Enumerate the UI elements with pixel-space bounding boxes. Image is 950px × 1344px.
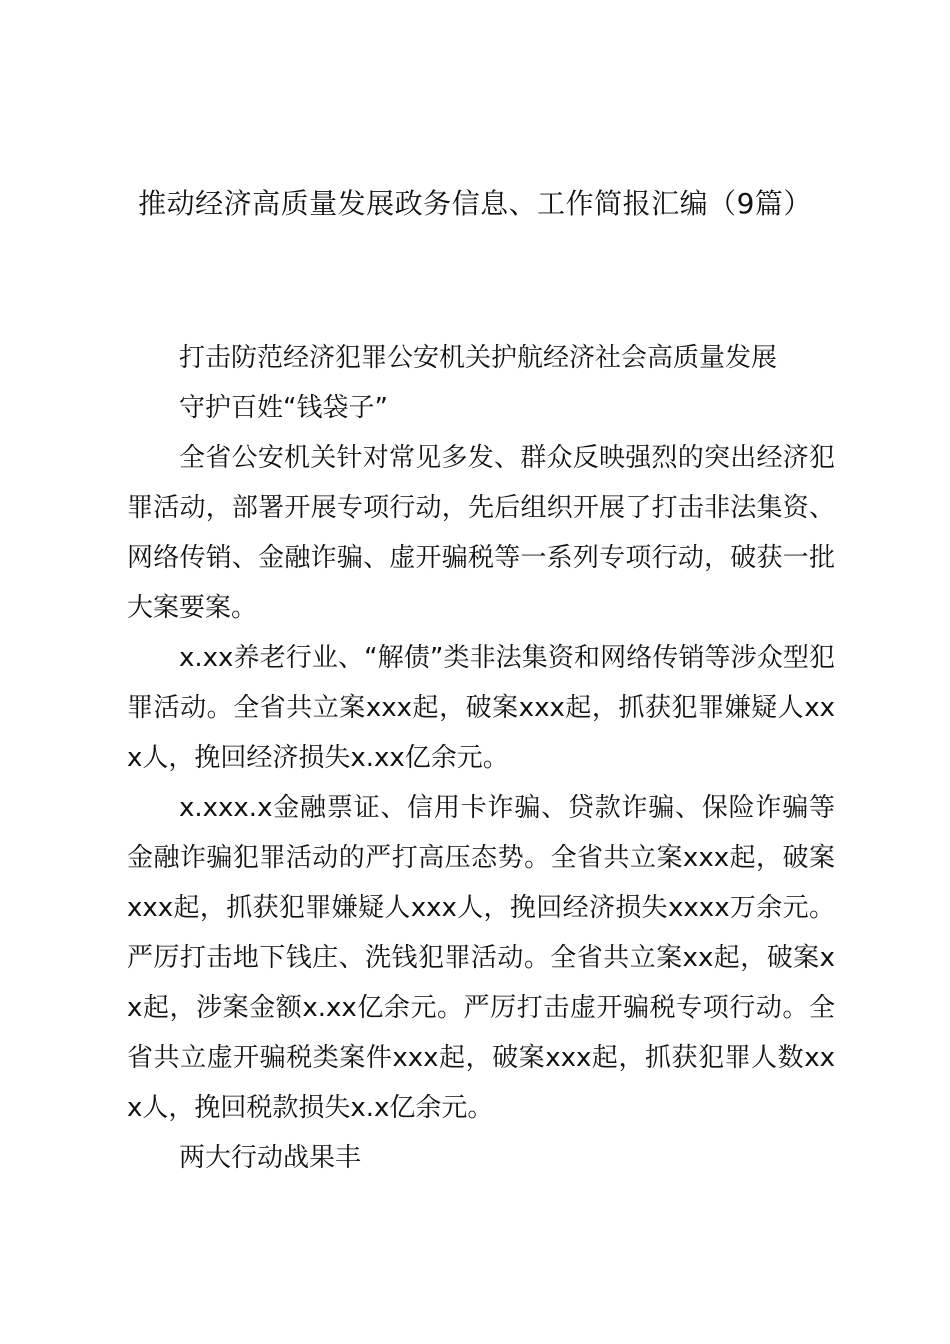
article-title: 打击防范经济犯罪公安机关护航经济社会高质量发展: [179, 343, 778, 373]
paragraph-financial-fraud: x.xxx.x金融票证、信用卡诈骗、贷款诈骗、保险诈骗等金融诈骗犯罪活动的严打高压态势。全省共立案xxx起，破案xxx起，抓获犯罪嫌疑人xxx人，挽回经济损失xxxx万余元。严厉打击地下钱庄、洗钱犯罪活动。全省共立案xx起，破案xx起，涉案金额x.xx亿余元。严厉打击虚开骗税专项行动。全省共立虚开骗税类案件xxx起，破案xxx起，抓获犯罪人数xxx人，挽回税款损失x.x亿余元。: [127, 793, 835, 1123]
paragraph-intro: 全省公安机关针对常见多发、群众反映强烈的突出经济犯罪活动，部署开展专项行动，先后组织开展了打击非法集资、网络传销、金融诈骗、虚开骗税等一系列专项行动，破获一批大案要案。: [127, 443, 835, 623]
section-heading: 两大行动战果丰: [179, 1143, 362, 1173]
article-subtitle: 守护百姓“钱袋子”: [179, 393, 388, 423]
document-title: 推动经济高质量发展政务信息、工作简报汇编（9篇）: [138, 187, 812, 220]
paragraph-illegal-fundraising: x.xx养老行业、“解债”类非法集资和网络传销等涉众型犯罪活动。全省共立案xxx起，破案xxx起，抓获犯罪嫌疑人xxx人，挽回经济损失x.xx亿余元。: [127, 643, 835, 773]
document-body: [127, 333, 835, 1183]
